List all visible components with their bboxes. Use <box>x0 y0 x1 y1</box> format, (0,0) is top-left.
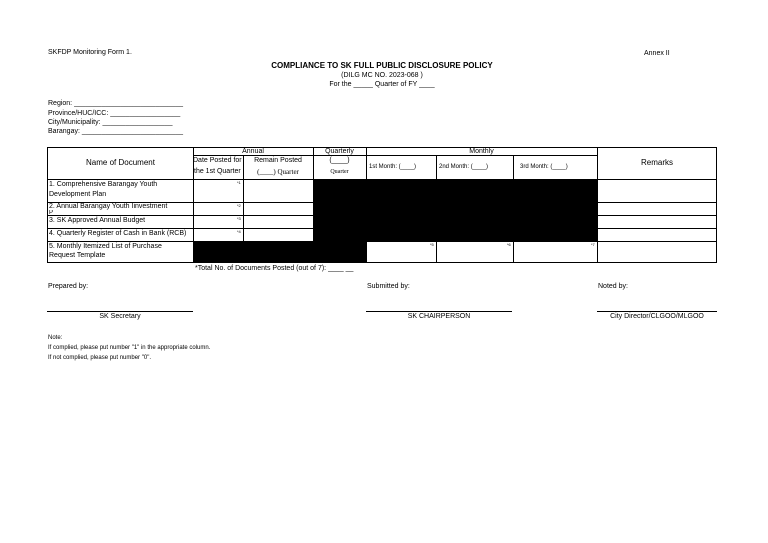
province-field: Province/HUC/ICC: __________________ <box>48 110 181 117</box>
row-5-name-line1: 5. Monthly Itemized List of Purchase <box>49 243 162 250</box>
note-line-2: If not complied, please put number "0". <box>48 355 151 361</box>
region-field: Region: ____________________________ <box>48 100 184 107</box>
reporting-period: For the _____ Quarter of FY ____ <box>329 81 435 88</box>
row-5-index-month2: *6 <box>507 242 511 247</box>
row-2-name-line1: 2. Annual Barangay Youth Iinvestment <box>49 203 168 210</box>
total-documents-posted: *Total No. of Documents Posted (out of 7): ____ __ <box>195 265 354 272</box>
group-monthly: Monthly <box>469 148 494 155</box>
form-id: SKFDP Monitoring Form 1. <box>48 49 132 56</box>
col-month2: 2nd Month: (____) <box>439 164 489 170</box>
barangay-field: Barangay: __________________________ <box>48 128 184 135</box>
noted-signature-line <box>597 311 717 312</box>
note-line-1: If complied, please put number "1" in the appropriate column. <box>48 345 211 351</box>
annex-label: Annex II <box>644 50 670 57</box>
row-4-index: *4 <box>237 229 241 234</box>
prepared-signature-line <box>47 311 193 312</box>
col-remain-posted-line1: Remain Posted <box>254 157 302 164</box>
col-month3: 3rd Month: (____) <box>520 164 568 170</box>
row-3-name: 3. SK Approved Annual Budget <box>49 217 146 224</box>
noted-by-label: Noted by: <box>598 283 628 290</box>
quarterly-blank: (____) <box>329 157 350 164</box>
row-1-name-line1: 1. Comprehensive Barangay Youth <box>49 181 158 188</box>
row-5-index-month1: *5 <box>430 242 434 247</box>
row-3-index: *3 <box>237 216 241 221</box>
col-month1: 1st Month: (____) <box>369 164 417 170</box>
col-remain-posted-line2: (____) Quarter <box>257 168 299 176</box>
quarterly-sub: Quarter <box>330 169 349 175</box>
col-date-posted-line1: Date Posted for <box>193 157 242 164</box>
prepared-by-label: Prepared by: <box>48 283 89 290</box>
city-field: City/Municipality: __________________ <box>48 119 173 126</box>
row-5-name-line2: Request Template <box>49 252 106 259</box>
row-2-name-line2: P <box>49 210 54 215</box>
col-name-of-document: Name of Document <box>86 158 155 167</box>
row-1-index: *1 <box>237 180 241 185</box>
noted-by-name: City Director/CLGOO/MLGOO <box>610 313 704 320</box>
row-1-name-line2: Development Plan <box>49 191 107 198</box>
document-title: COMPLIANCE TO SK FULL PUBLIC DISCLOSURE POLICY <box>271 61 493 70</box>
submitted-signature-line <box>366 311 512 312</box>
note-heading: Note: <box>48 335 63 341</box>
row-2-index: *2 <box>237 203 241 208</box>
submitted-by-name: SK CHAIRPERSON <box>407 313 471 320</box>
col-date-posted-line2: the 1st Quarter <box>194 168 241 175</box>
group-annual: Annual <box>242 148 264 155</box>
prepared-by-name: SK Secretary <box>99 313 141 320</box>
document-subtitle: (DILG MC NO. 2023-068 ) <box>341 72 423 79</box>
submitted-by-label: Submitted by: <box>367 283 410 290</box>
col-remarks: Remarks <box>640 158 673 167</box>
row-4-name: 4. Quarterly Register of Cash in Bank (RCB) <box>49 230 187 237</box>
row-5-index-month3: *7 <box>591 242 595 247</box>
group-quarterly: Quarterly <box>325 148 354 155</box>
